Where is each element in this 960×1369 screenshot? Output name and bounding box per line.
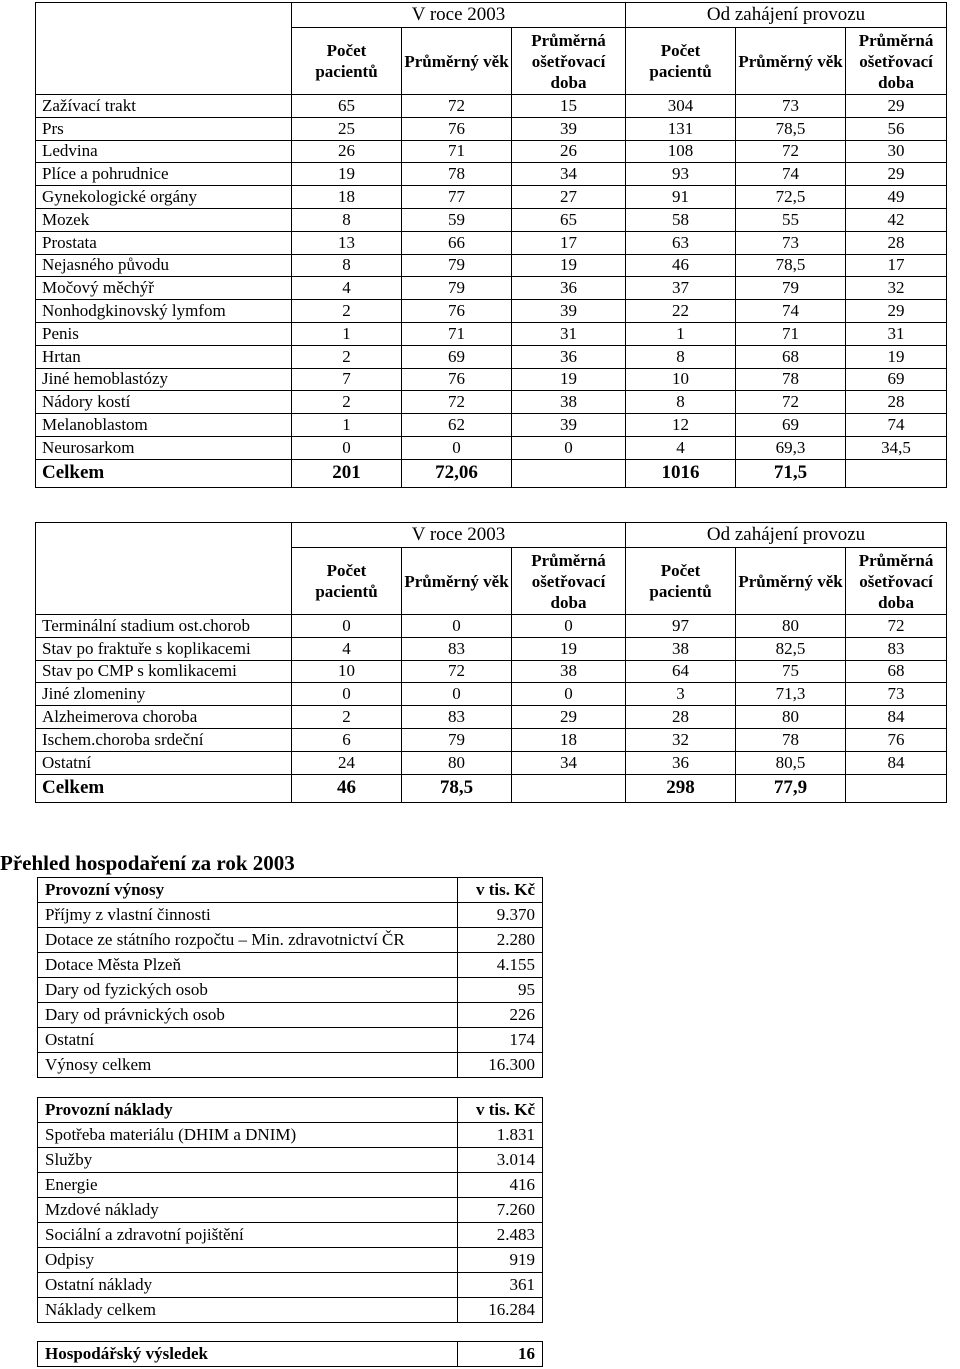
table-cell: 69 [846,368,947,391]
table-cell: 71 [736,322,846,345]
table-row [38,1298,543,1323]
col-header: Průměrný věk [736,548,846,615]
row-label: Odpisy [38,1248,458,1273]
income-header-row [38,878,543,903]
table-cell: 83 [402,706,512,729]
table-cell: 0 [512,615,626,638]
table-row [36,322,947,345]
table-cell: 16.300 [458,1053,543,1078]
table-cell: 71 [402,140,512,163]
table-cell: 83 [402,637,512,660]
table-cell: 80 [736,615,846,638]
table-cell: 46 [626,254,736,277]
table-cell: 73 [846,683,947,706]
table-cell: 74 [736,163,846,186]
table-cell: 0 [292,683,402,706]
row-label: Energie [38,1173,458,1198]
table-cell: 69 [736,414,846,437]
table-cell: 29 [512,706,626,729]
corner-cell [36,523,292,615]
table-cell: 59 [402,208,512,231]
total-cell [846,774,947,802]
table-row [36,163,947,186]
table-cell: 416 [458,1173,543,1198]
table-cell: 38 [512,660,626,683]
row-label: Mozek [36,208,292,231]
table-cell: 42 [846,208,947,231]
table-cell: 84 [846,706,947,729]
unit-label: v tis. Kč [458,878,543,903]
table-cell: 2 [292,300,402,323]
col-header: Průměrný věk [402,548,512,615]
table-cell: 4 [292,277,402,300]
table-cell: 71 [402,322,512,345]
total-row [36,774,947,802]
result-row [38,1342,543,1367]
table-cell: 19 [512,637,626,660]
row-label: Mzdové náklady [38,1198,458,1223]
table-row [38,928,543,953]
table-cell: 15 [512,95,626,118]
row-label: Gynekologické orgány [36,186,292,209]
table-cell: 108 [626,140,736,163]
row-label: Penis [36,322,292,345]
table-cell: 1 [626,322,736,345]
table-row [36,660,947,683]
table-cell: 72 [736,140,846,163]
row-label: Nonhodgkinovský lymfom [36,300,292,323]
row-label: Sociální a zdravotní pojištění [38,1223,458,1248]
table-row [36,391,947,414]
table-cell: 84 [846,751,947,774]
table-cell: 79 [402,277,512,300]
table-cell: 8 [626,345,736,368]
row-label: Prostata [36,231,292,254]
table-row [36,95,947,118]
table-cell: 31 [512,322,626,345]
total-row [36,459,947,487]
corner-cell [36,3,292,95]
table-cell: 39 [512,414,626,437]
table-cell: 49 [846,186,947,209]
total-cell: 72,06 [402,459,512,487]
income-table [37,877,543,1078]
row-label: Ostatní [36,751,292,774]
group-header-row [36,3,947,28]
costs-table [37,1097,543,1323]
group-header-since-start: Od zahájení provozu [626,523,947,548]
table-cell: 79 [402,254,512,277]
table-cell: 7 [292,368,402,391]
table-cell: 39 [512,300,626,323]
row-label: Alzheimerova choroba [36,706,292,729]
col-header: Počet pacientů [626,548,736,615]
table-cell: 38 [512,391,626,414]
table-row [36,231,947,254]
row-label: Ostatní [38,1028,458,1053]
table-cell: 76 [402,368,512,391]
table-cell: 0 [402,683,512,706]
table-cell: 26 [292,140,402,163]
table-cell: 1 [292,414,402,437]
table-row [38,1198,543,1223]
table-row [36,436,947,459]
table-cell: 31 [846,322,947,345]
total-label: Celkem [36,774,292,802]
table-cell: 17 [846,254,947,277]
table-row [36,683,947,706]
table-cell: 65 [512,208,626,231]
row-label: Náklady celkem [38,1298,458,1323]
table-cell: 34 [512,163,626,186]
table-cell: 65 [292,95,402,118]
table-row [38,1148,543,1173]
table-cell: 72 [402,95,512,118]
row-label: Melanoblastom [36,414,292,437]
row-label: Plíce a pohrudnice [36,163,292,186]
table-cell: 2.483 [458,1223,543,1248]
total-cell: 78,5 [402,774,512,802]
table-row [36,300,947,323]
table-cell: 29 [846,300,947,323]
row-label: Prs [36,117,292,140]
table-row [38,1028,543,1053]
group-header-row [36,523,947,548]
col-header: Počet pacientů [292,28,402,95]
table-cell: 69,3 [736,436,846,459]
table-cell: 64 [626,660,736,683]
col-header: Průměrný věk [402,28,512,95]
table-row [38,978,543,1003]
table-cell: 55 [736,208,846,231]
total-cell [512,774,626,802]
table-cell: 226 [458,1003,543,1028]
table-row [38,1273,543,1298]
table-cell: 13 [292,231,402,254]
row-label: Nejasného původu [36,254,292,277]
table-cell: 19 [512,368,626,391]
table-cell: 0 [402,615,512,638]
table-cell: 66 [402,231,512,254]
total-cell: 1016 [626,459,736,487]
total-label: Celkem [36,459,292,487]
condition-table [35,522,947,803]
table-cell: 9.370 [458,903,543,928]
table-cell: 83 [846,637,947,660]
table-cell: 12 [626,414,736,437]
table-row [36,117,947,140]
row-label: Dary od právnických osob [38,1003,458,1028]
table-cell: 82,5 [736,637,846,660]
table-row [36,140,947,163]
row-label: Jiné zlomeniny [36,683,292,706]
row-label: Hrtan [36,345,292,368]
table-cell: 3.014 [458,1148,543,1173]
row-label: Nádory kostí [36,391,292,414]
table-cell: 38 [626,637,736,660]
table-cell: 1 [292,322,402,345]
table-cell: 32 [626,728,736,751]
row-label: Ischem.choroba srdeční [36,728,292,751]
total-cell: 298 [626,774,736,802]
table-cell: 8 [292,254,402,277]
col-header: Průměrná ošetřovací doba [846,28,947,95]
table-row [36,254,947,277]
table-cell: 78 [736,728,846,751]
row-label: Dary od fyzických osob [38,978,458,1003]
table-cell: 73 [736,95,846,118]
row-label: Ostatní náklady [38,1273,458,1298]
table-cell: 29 [846,95,947,118]
table-cell: 72 [736,391,846,414]
table-row [38,1003,543,1028]
table-cell: 2 [292,706,402,729]
table-cell: 0 [402,436,512,459]
table-cell: 80 [402,751,512,774]
result-label: Hospodářský výsledek [38,1342,458,1367]
table-cell: 34 [512,751,626,774]
table-cell: 78 [736,368,846,391]
table-row [36,637,947,660]
table-cell: 73 [736,231,846,254]
table-cell: 76 [846,728,947,751]
table-cell: 78,5 [736,117,846,140]
table-cell: 56 [846,117,947,140]
col-header: Průměrná ošetřovací doba [846,548,947,615]
table-cell: 91 [626,186,736,209]
table-cell: 16.284 [458,1298,543,1323]
row-label: Spotřeba materiálu (DHIM a DNIM) [38,1123,458,1148]
table-cell: 80,5 [736,751,846,774]
table-cell: 2 [292,391,402,414]
table-row [36,208,947,231]
table-cell: 2 [292,345,402,368]
finance-title: Přehled hospodaření za rok 2003 [0,851,295,875]
group-header-since-start: Od zahájení provozu [626,3,947,28]
table-cell: 63 [626,231,736,254]
table-row [38,1173,543,1198]
table-cell: 32 [846,277,947,300]
table-cell: 30 [846,140,947,163]
row-label: Terminální stadium ost.chorob [36,615,292,638]
table-cell: 69 [402,345,512,368]
table-cell: 36 [512,277,626,300]
result-value: 16 [458,1342,543,1367]
total-cell [846,459,947,487]
table-cell: 4 [626,436,736,459]
table-cell: 0 [512,683,626,706]
table-body [36,95,947,460]
table-cell: 74 [736,300,846,323]
costs-header: Provozní náklady [38,1098,458,1123]
table-cell: 27 [512,186,626,209]
table-cell: 10 [626,368,736,391]
table-row [38,1053,543,1078]
table-row [36,751,947,774]
table-cell: 80 [736,706,846,729]
table-row [36,345,947,368]
table-cell: 18 [512,728,626,751]
table-cell: 304 [626,95,736,118]
table-cell: 68 [846,660,947,683]
table-cell: 7.260 [458,1198,543,1223]
table-cell: 28 [846,231,947,254]
table-row [36,728,947,751]
row-label: Jiné hemoblastózy [36,368,292,391]
table-cell: 75 [736,660,846,683]
table-cell: 25 [292,117,402,140]
unit-label: v tis. Kč [458,1098,543,1123]
col-header: Průměrná ošetřovací doba [512,28,626,95]
table-body [36,615,947,775]
table-cell: 78,5 [736,254,846,277]
table-cell: 0 [292,436,402,459]
table-cell: 74 [846,414,947,437]
income-header: Provozní výnosy [38,878,458,903]
table-cell: 72 [402,660,512,683]
table-cell: 79 [402,728,512,751]
total-cell: 201 [292,459,402,487]
row-label: Služby [38,1148,458,1173]
row-label: Stav po fraktuře s koplikacemi [36,637,292,660]
costs-body [38,1123,543,1323]
table-cell: 174 [458,1028,543,1053]
table-cell: 68 [736,345,846,368]
group-header-2003: V roce 2003 [292,523,626,548]
group-header-2003: V roce 2003 [292,3,626,28]
table-cell: 19 [512,254,626,277]
table-cell: 79 [736,277,846,300]
result-table [37,1341,543,1367]
row-label: Zažívací trakt [36,95,292,118]
diagnosis-table [35,2,947,488]
table-cell: 72 [846,615,947,638]
row-label: Výnosy celkem [38,1053,458,1078]
table-cell: 62 [402,414,512,437]
table-cell: 26 [512,140,626,163]
table-cell: 1.831 [458,1123,543,1148]
table-cell: 76 [402,300,512,323]
table-cell: 28 [846,391,947,414]
table-row [38,903,543,928]
col-header: Průměrná ošetřovací doba [512,548,626,615]
row-label: Močový měchýř [36,277,292,300]
col-header: Počet pacientů [626,28,736,95]
table-cell: 58 [626,208,736,231]
table-row [36,186,947,209]
table-cell: 2.280 [458,928,543,953]
total-cell: 46 [292,774,402,802]
row-label: Dotace Města Plzeň [38,953,458,978]
table-cell: 4 [292,637,402,660]
table-cell: 10 [292,660,402,683]
table-row [36,414,947,437]
table-cell: 22 [626,300,736,323]
table-row [38,953,543,978]
income-body [38,903,543,1078]
table-cell: 19 [292,163,402,186]
table-cell: 17 [512,231,626,254]
row-label: Dotace ze státního rozpočtu – Min. zdravotnictví ČR [38,928,458,953]
costs-header-row [38,1098,543,1123]
table-cell: 6 [292,728,402,751]
total-cell: 77,9 [736,774,846,802]
table-cell: 93 [626,163,736,186]
table-cell: 95 [458,978,543,1003]
col-header: Počet pacientů [292,548,402,615]
table-cell: 39 [512,117,626,140]
table-cell: 77 [402,186,512,209]
table-cell: 36 [512,345,626,368]
table-cell: 34,5 [846,436,947,459]
table-cell: 8 [626,391,736,414]
table-cell: 131 [626,117,736,140]
row-label: Stav po CMP s komlikacemi [36,660,292,683]
table-cell: 72 [402,391,512,414]
table-row [36,615,947,638]
table-cell: 4.155 [458,953,543,978]
total-cell [512,459,626,487]
table-cell: 0 [512,436,626,459]
table-cell: 0 [292,615,402,638]
table-row [36,277,947,300]
table-cell: 8 [292,208,402,231]
table-cell: 361 [458,1273,543,1298]
table-row [36,706,947,729]
table-cell: 78 [402,163,512,186]
table-cell: 24 [292,751,402,774]
table-cell: 71,3 [736,683,846,706]
row-label: Ledvina [36,140,292,163]
table-cell: 919 [458,1248,543,1273]
row-label: Neurosarkom [36,436,292,459]
table-cell: 76 [402,117,512,140]
table-cell: 3 [626,683,736,706]
table-row [36,368,947,391]
table-cell: 37 [626,277,736,300]
table-row [38,1223,543,1248]
table-cell: 19 [846,345,947,368]
table-cell: 97 [626,615,736,638]
total-cell: 71,5 [736,459,846,487]
table-cell: 36 [626,751,736,774]
row-label: Příjmy z vlastní činnosti [38,903,458,928]
table-row [38,1248,543,1273]
table-cell: 18 [292,186,402,209]
table-cell: 29 [846,163,947,186]
col-header: Průměrný věk [736,28,846,95]
table-row [38,1123,543,1148]
table-cell: 72,5 [736,186,846,209]
table-cell: 28 [626,706,736,729]
